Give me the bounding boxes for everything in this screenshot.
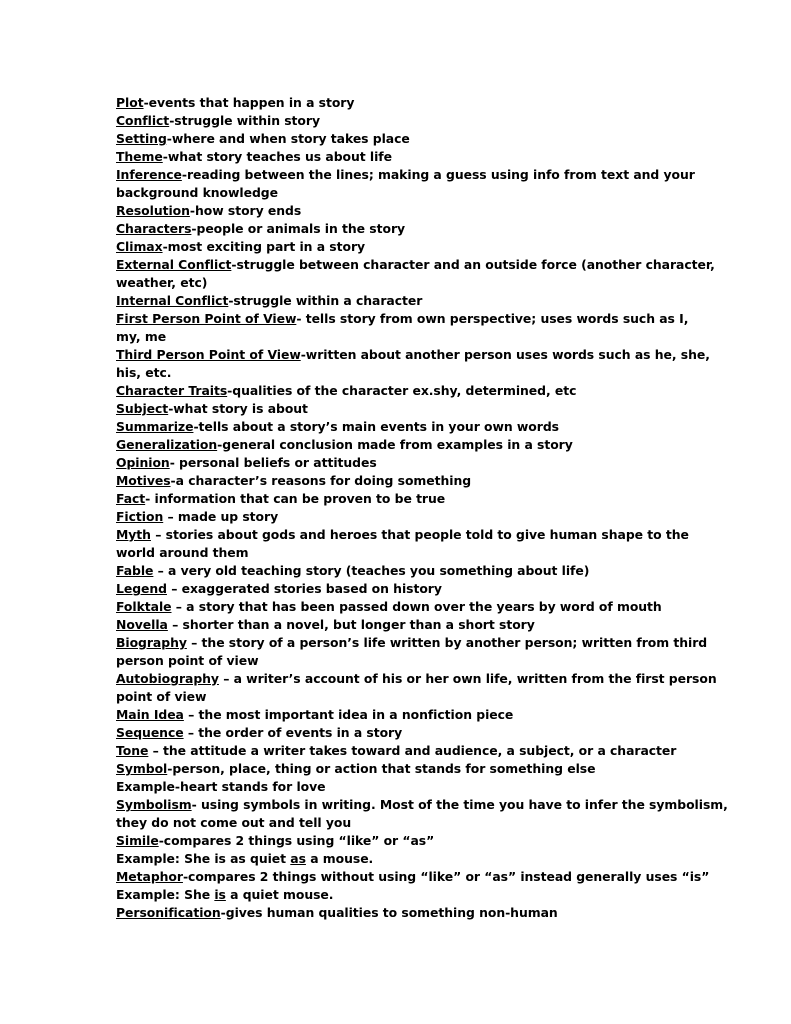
definition-text: world around them: [116, 545, 249, 560]
definition-text: -written about another person uses words such as he, she,: [300, 347, 710, 362]
definition-text: -compares 2 things using “like” or “as”: [158, 833, 435, 848]
term: Fiction: [116, 509, 164, 524]
definition-line: [116, 868, 710, 886]
term: Metaphor: [116, 869, 183, 884]
definition-line: [116, 598, 676, 616]
definition-line: [116, 292, 676, 310]
definition-line: [116, 670, 717, 688]
example-text: Example: She: [116, 887, 215, 902]
definition-text: person point of view: [116, 653, 259, 668]
definition-line: [116, 130, 676, 148]
definition-text: -general conclusion made from examples in a story: [217, 437, 573, 452]
term: Resolution: [116, 203, 190, 218]
definition-line: [116, 382, 676, 400]
term: Fable: [116, 563, 154, 578]
definition-text: -what story is about: [168, 401, 308, 416]
term: First Person Point of View: [116, 311, 297, 326]
example-text: Example-heart stands for love: [116, 779, 326, 794]
definition-line: [116, 526, 689, 544]
definition-line: [116, 508, 676, 526]
term: Biography: [116, 635, 187, 650]
example-text: a quiet mouse.: [225, 887, 334, 902]
definition-text: – a story that has been passed down over the years by word of mouth: [171, 599, 662, 614]
definition-line: [116, 112, 676, 130]
definition-text: – the story of a person’s life written by another person; written from third: [186, 635, 708, 650]
definition-line: [116, 94, 676, 112]
term: External Conflict: [116, 257, 232, 272]
definition-line: [116, 796, 728, 814]
definition-text: - personal beliefs or attitudes: [169, 455, 377, 470]
term: Simile: [116, 833, 159, 848]
vocabulary-list: [116, 94, 728, 922]
term: Summarize: [116, 419, 194, 434]
definition-text: – the attitude a writer takes toward and audience, a subject, or a character: [148, 743, 677, 758]
definition-text: -qualities of the character ex.shy, determined, etc: [227, 383, 577, 398]
definition-text: -people or animals in the story: [191, 221, 406, 236]
term: Sequence: [116, 725, 184, 740]
definition-text: -a character’s reasons for doing something: [170, 473, 472, 488]
definition-text: – shorter than a novel, but longer than a short story: [167, 617, 535, 632]
example-line: [116, 778, 676, 796]
definition-continuation: [116, 364, 676, 382]
definition-text: – the order of events in a story: [183, 725, 403, 740]
example-keyword: is: [214, 887, 226, 902]
term: Fact: [116, 491, 146, 506]
definition-line: [116, 238, 676, 256]
definition-line: [116, 310, 689, 328]
definition-text: weather, etc): [116, 275, 208, 290]
definition-continuation: [116, 184, 676, 202]
definition-text: – the most important idea in a nonfiction piece: [183, 707, 514, 722]
definition-continuation: [116, 814, 676, 832]
term: Climax: [116, 239, 163, 254]
term: Characters: [116, 221, 192, 236]
term: Legend: [116, 581, 167, 596]
definition-line: [116, 454, 676, 472]
definition-line: [116, 832, 676, 850]
definition-text: – a very old teaching story (teaches you something about life): [153, 563, 590, 578]
definition-line: [116, 472, 676, 490]
term: Motives: [116, 473, 171, 488]
definition-line: [116, 220, 676, 238]
definition-text: -what story teaches us about life: [162, 149, 392, 164]
definition-text: point of view: [116, 689, 207, 704]
term: Main Idea: [116, 707, 184, 722]
term: Inference: [116, 167, 182, 182]
term: Third Person Point of View: [116, 347, 301, 362]
term: Plot: [116, 95, 144, 110]
term: Personification: [116, 905, 221, 920]
definition-text: my, me: [116, 329, 167, 344]
definition-continuation: [116, 544, 676, 562]
term: Tone: [116, 743, 149, 758]
definition-text: -person, place, thing or action that stands for something else: [167, 761, 596, 776]
definition-line: [116, 616, 676, 634]
definition-text: background knowledge: [116, 185, 278, 200]
definition-text: - tells story from own perspective; uses words such as I,: [296, 311, 689, 326]
term: Subject: [116, 401, 169, 416]
definition-text: -where and when story takes place: [166, 131, 410, 146]
definition-line: [116, 418, 676, 436]
definition-line: [116, 436, 676, 454]
definition-text: - using symbols in writing. Most of the time you have to infer the symbolism,: [191, 797, 728, 812]
definition-text: they do not come out and tell you: [116, 815, 352, 830]
definition-text: -compares 2 things without using “like” or “as” instead generally uses “is”: [182, 869, 710, 884]
definition-line: [116, 166, 695, 184]
term: Internal Conflict: [116, 293, 229, 308]
definition-text: -gives human qualities to something non-human: [220, 905, 558, 920]
definition-text: -events that happen in a story: [143, 95, 355, 110]
definition-text: – made up story: [163, 509, 279, 524]
definition-line: [116, 562, 676, 580]
example-text: a mouse.: [305, 851, 374, 866]
definition-continuation: [116, 688, 676, 706]
definition-line: [116, 904, 676, 922]
definition-line: [116, 706, 676, 724]
example-keyword: as: [290, 851, 306, 866]
definition-line: [116, 742, 676, 760]
definition-line: [116, 490, 676, 508]
term: Character Traits: [116, 383, 228, 398]
definition-text: – a writer’s account of his or her own life, written from the first person: [218, 671, 717, 686]
definition-text: - information that can be proven to be true: [145, 491, 446, 506]
definition-text: -struggle within story: [169, 113, 320, 128]
definition-text: – stories about gods and heroes that people told to give human shape to the: [150, 527, 689, 542]
term: Folktale: [116, 599, 172, 614]
definition-text: -struggle between character and an outside force (another character,: [231, 257, 715, 272]
term: Theme: [116, 149, 163, 164]
definition-line: [116, 634, 708, 652]
term: Novella: [116, 617, 168, 632]
definition-line: [116, 346, 710, 364]
definition-text: -how story ends: [189, 203, 302, 218]
definition-line: [116, 400, 676, 418]
example-line: [116, 886, 676, 904]
definition-text: his, etc.: [116, 365, 172, 380]
definition-line: [116, 724, 676, 742]
definition-text: -most exciting part in a story: [162, 239, 366, 254]
term: Conflict: [116, 113, 170, 128]
definition-continuation: [116, 652, 676, 670]
term: Symbol: [116, 761, 168, 776]
definition-line: [116, 760, 676, 778]
term: Myth: [116, 527, 151, 542]
term: Opinion: [116, 455, 170, 470]
example-text: Example: She is as quiet: [116, 851, 291, 866]
term: Autobiography: [116, 671, 219, 686]
definition-text: -tells about a story’s main events in your own words: [193, 419, 559, 434]
definition-text: -reading between the lines; making a guess using info from text and your: [181, 167, 695, 182]
definition-line: [116, 202, 676, 220]
definition-text: – exaggerated stories based on history: [166, 581, 442, 596]
term: Generalization: [116, 437, 218, 452]
definition-line: [116, 580, 676, 598]
example-line: [116, 850, 676, 868]
definition-continuation: [116, 274, 676, 292]
term: Symbolism: [116, 797, 192, 812]
definition-line: [116, 256, 715, 274]
term: Setting: [116, 131, 167, 146]
definition-continuation: [116, 328, 676, 346]
definition-text: -struggle within a character: [228, 293, 423, 308]
definition-line: [116, 148, 676, 166]
